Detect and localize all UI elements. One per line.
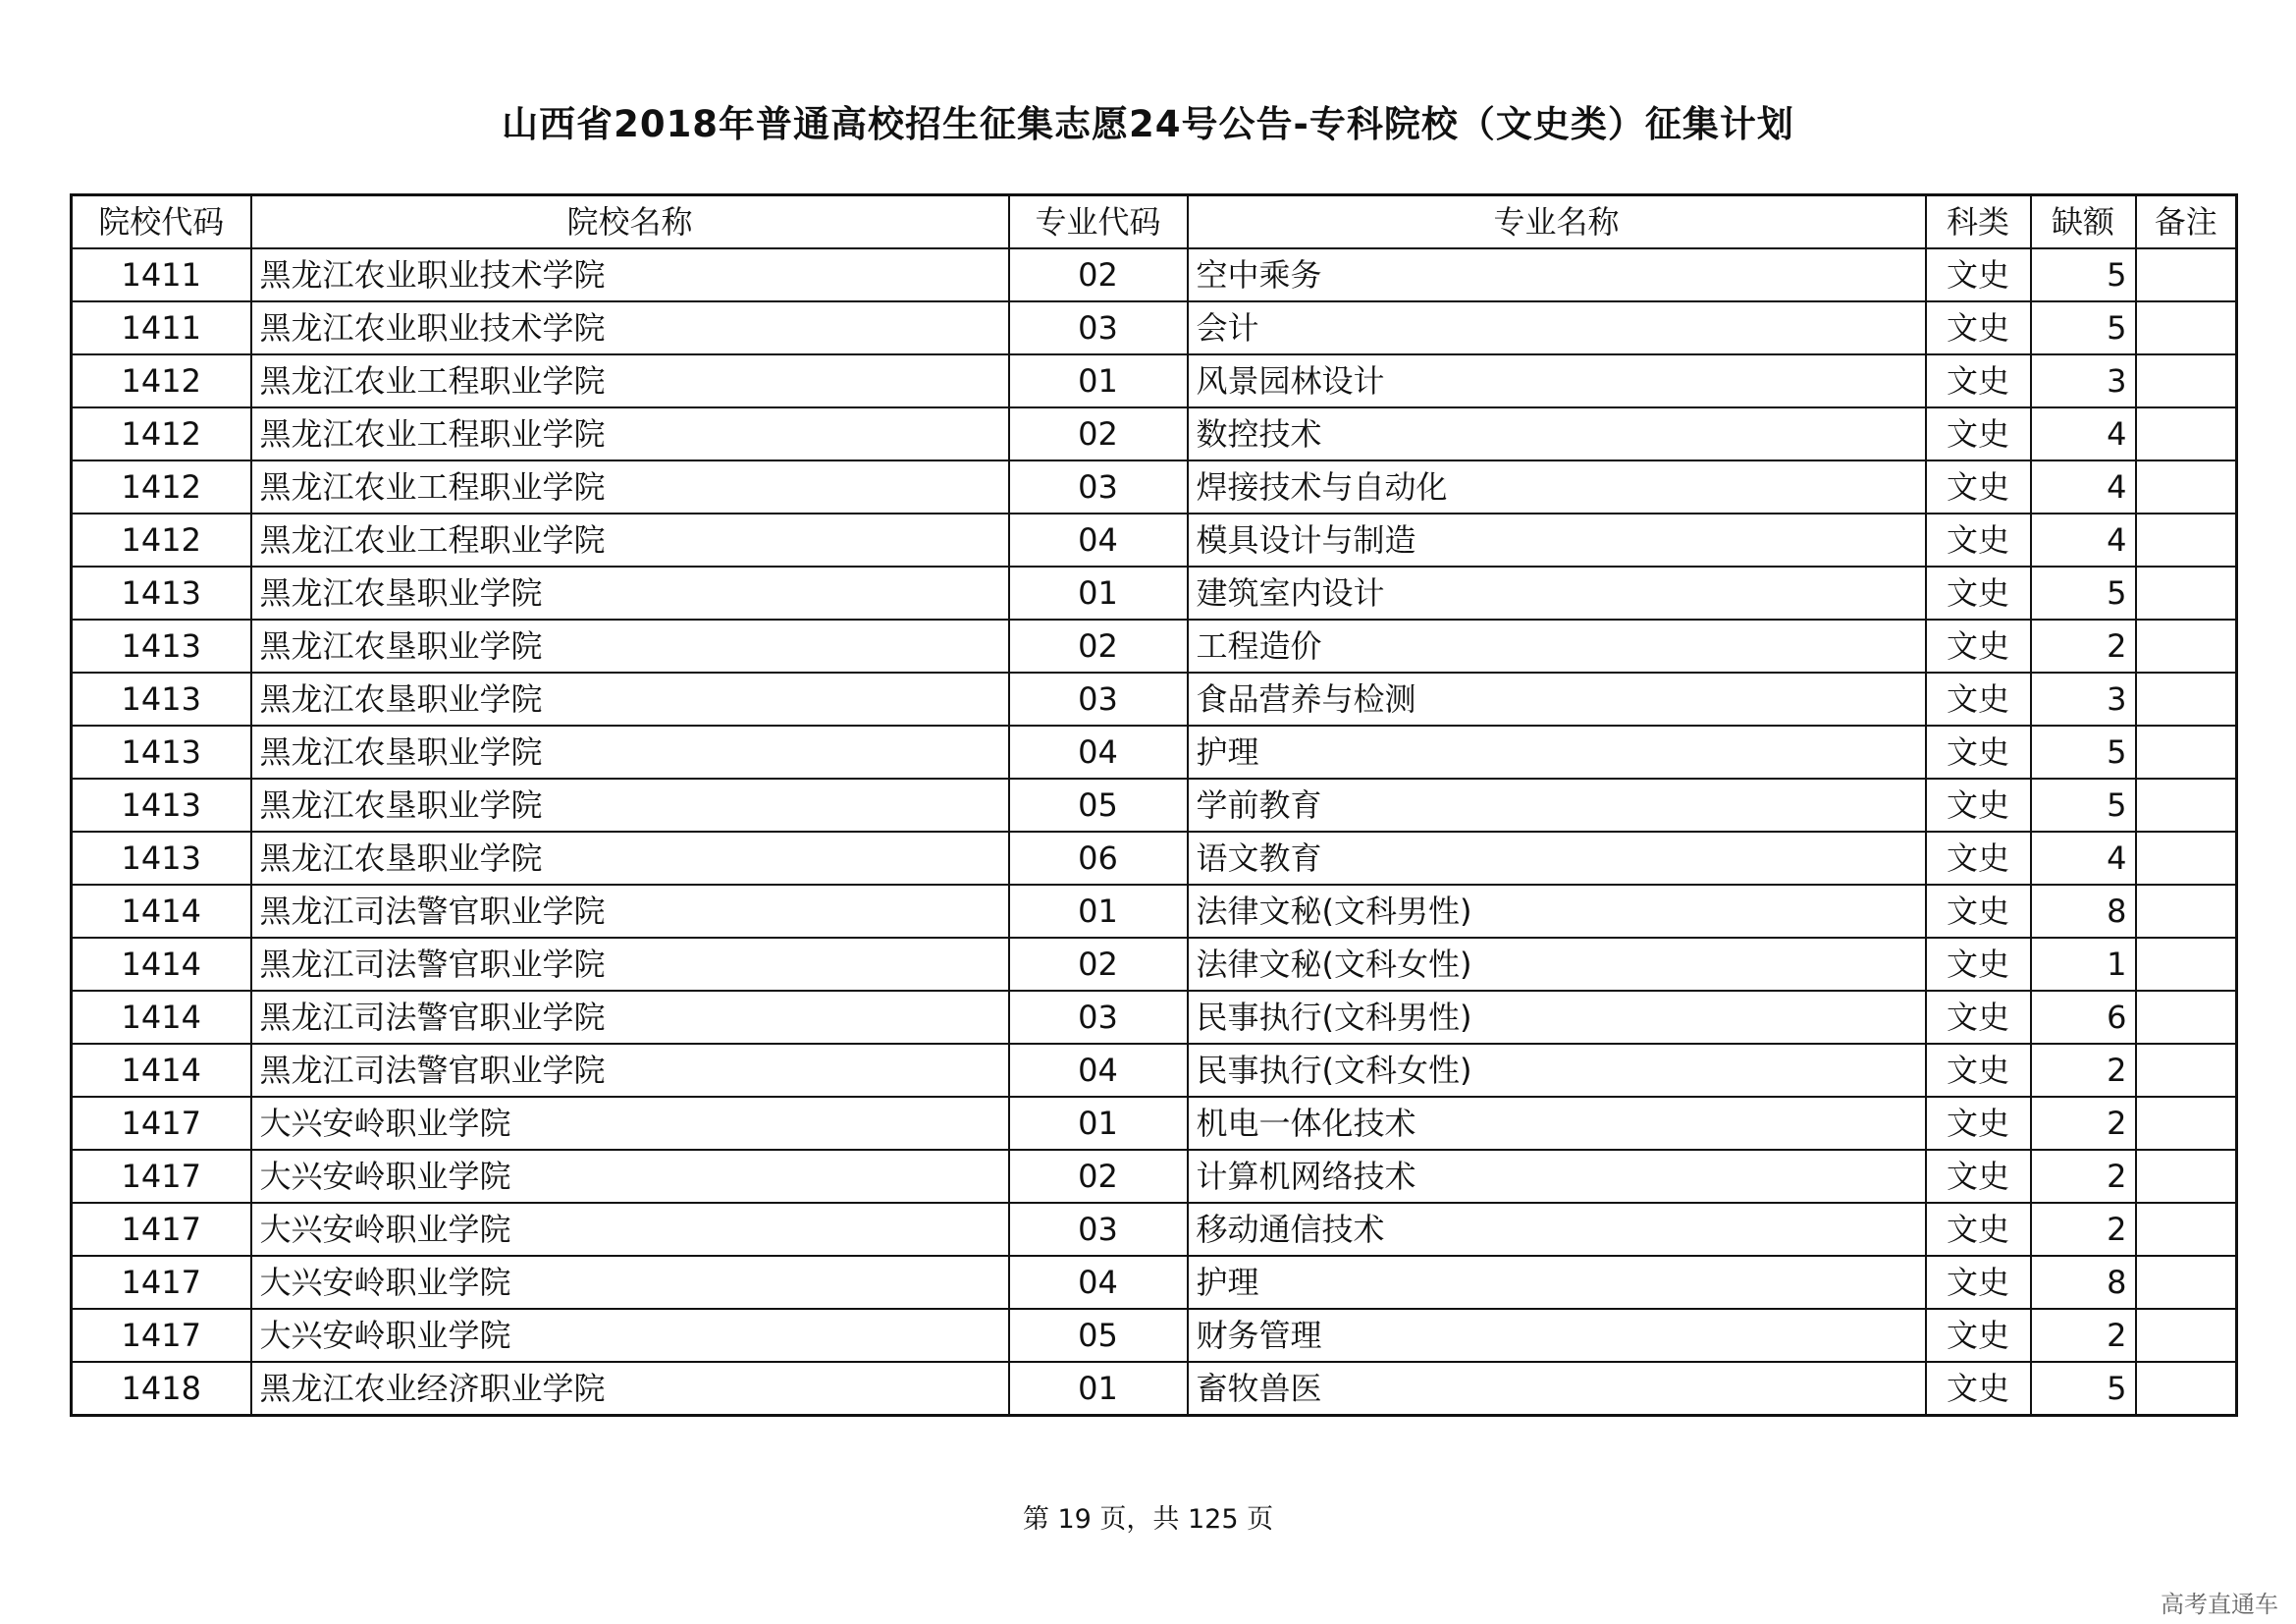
cell-major-name: 学前教育	[1188, 779, 1926, 832]
cell-remark	[2136, 1097, 2237, 1150]
cell-major-code: 02	[1009, 407, 1188, 460]
cell-quota: 2	[2031, 1097, 2136, 1150]
cell-major-code: 01	[1009, 567, 1188, 620]
cell-major-code: 04	[1009, 1044, 1188, 1097]
cell-remark	[2136, 248, 2237, 301]
header-category: 科类	[1926, 195, 2031, 249]
cell-school-code: 1411	[72, 248, 251, 301]
cell-school-name: 黑龙江农垦职业学院	[251, 673, 1009, 726]
cell-major-code: 03	[1009, 1203, 1188, 1256]
cell-quota: 8	[2031, 1256, 2136, 1309]
cell-remark	[2136, 779, 2237, 832]
cell-major-name: 风景园林设计	[1188, 354, 1926, 407]
cell-school-name: 黑龙江农业工程职业学院	[251, 354, 1009, 407]
cell-school-code: 1414	[72, 1044, 251, 1097]
cell-school-name: 黑龙江农业工程职业学院	[251, 407, 1009, 460]
cell-quota: 4	[2031, 407, 2136, 460]
cell-major-name: 语文教育	[1188, 832, 1926, 885]
cell-major-name: 畜牧兽医	[1188, 1362, 1926, 1416]
cell-remark	[2136, 1362, 2237, 1416]
cell-school-name: 黑龙江农业职业技术学院	[251, 301, 1009, 354]
cell-category: 文史	[1926, 726, 2031, 779]
cell-category: 文史	[1926, 1044, 2031, 1097]
cell-remark	[2136, 1150, 2237, 1203]
cell-major-name: 模具设计与制造	[1188, 514, 1926, 567]
table-row	[72, 1362, 2237, 1416]
table-row	[72, 885, 2237, 938]
cell-quota: 5	[2031, 1362, 2136, 1416]
cell-major-name: 护理	[1188, 1256, 1926, 1309]
document-title: 山西省2018年普通高校招生征集志愿24号公告-专科院校（文史类）征集计划	[502, 103, 1794, 145]
cell-school-name: 黑龙江司法警官职业学院	[251, 885, 1009, 938]
cell-category: 文史	[1926, 1203, 2031, 1256]
cell-school-code: 1413	[72, 673, 251, 726]
cell-school-code: 1417	[72, 1097, 251, 1150]
cell-remark	[2136, 885, 2237, 938]
cell-major-name: 法律文秘(文科男性)	[1188, 885, 1926, 938]
cell-school-code: 1412	[72, 460, 251, 514]
table-header-row	[72, 195, 2237, 249]
table-row	[72, 1203, 2237, 1256]
cell-quota: 4	[2031, 832, 2136, 885]
cell-major-name: 移动通信技术	[1188, 1203, 1926, 1256]
table-row	[72, 620, 2237, 673]
cell-quota: 2	[2031, 620, 2136, 673]
table-body	[72, 248, 2237, 1416]
cell-quota: 3	[2031, 354, 2136, 407]
cell-major-name: 机电一体化技术	[1188, 1097, 1926, 1150]
cell-quota: 5	[2031, 248, 2136, 301]
cell-category: 文史	[1926, 514, 2031, 567]
cell-category: 文史	[1926, 1256, 2031, 1309]
cell-remark	[2136, 938, 2237, 991]
cell-quota: 2	[2031, 1203, 2136, 1256]
cell-school-code: 1413	[72, 726, 251, 779]
cell-school-name: 大兴安岭职业学院	[251, 1309, 1009, 1362]
cell-quota: 4	[2031, 514, 2136, 567]
cell-remark	[2136, 567, 2237, 620]
cell-major-name: 建筑室内设计	[1188, 567, 1926, 620]
cell-category: 文史	[1926, 620, 2031, 673]
cell-remark	[2136, 407, 2237, 460]
watermark-text: 高考直通车	[2161, 1591, 2278, 1618]
cell-school-name: 黑龙江农垦职业学院	[251, 779, 1009, 832]
cell-major-name: 护理	[1188, 726, 1926, 779]
cell-quota: 5	[2031, 301, 2136, 354]
table-row	[72, 1097, 2237, 1150]
cell-school-name: 大兴安岭职业学院	[251, 1256, 1009, 1309]
cell-school-code: 1412	[72, 407, 251, 460]
cell-school-code: 1413	[72, 779, 251, 832]
cell-quota: 2	[2031, 1044, 2136, 1097]
table-row	[72, 301, 2237, 354]
cell-school-name: 大兴安岭职业学院	[251, 1203, 1009, 1256]
cell-category: 文史	[1926, 938, 2031, 991]
cell-major-code: 03	[1009, 673, 1188, 726]
cell-major-name: 食品营养与检测	[1188, 673, 1926, 726]
cell-category: 文史	[1926, 1362, 2031, 1416]
cell-remark	[2136, 354, 2237, 407]
cell-remark	[2136, 514, 2237, 567]
cell-school-code: 1413	[72, 567, 251, 620]
cell-major-code: 04	[1009, 726, 1188, 779]
cell-school-name: 黑龙江农垦职业学院	[251, 832, 1009, 885]
cell-school-name: 黑龙江司法警官职业学院	[251, 938, 1009, 991]
table-row	[72, 938, 2237, 991]
cell-remark	[2136, 620, 2237, 673]
cell-category: 文史	[1926, 354, 2031, 407]
table-row	[72, 1309, 2237, 1362]
cell-remark	[2136, 832, 2237, 885]
cell-category: 文史	[1926, 885, 2031, 938]
cell-major-code: 03	[1009, 991, 1188, 1044]
cell-remark	[2136, 1044, 2237, 1097]
cell-major-code: 04	[1009, 514, 1188, 567]
cell-category: 文史	[1926, 673, 2031, 726]
table-row	[72, 567, 2237, 620]
table-row	[72, 673, 2237, 726]
table-row	[72, 1044, 2237, 1097]
table-row	[72, 779, 2237, 832]
cell-school-name: 黑龙江农业经济职业学院	[251, 1362, 1009, 1416]
header-major-name: 专业名称	[1188, 195, 1926, 249]
cell-category: 文史	[1926, 248, 2031, 301]
header-school-name: 院校名称	[251, 195, 1009, 249]
cell-school-name: 大兴安岭职业学院	[251, 1150, 1009, 1203]
cell-major-code: 01	[1009, 885, 1188, 938]
table-row	[72, 248, 2237, 301]
cell-major-name: 民事执行(文科男性)	[1188, 991, 1926, 1044]
table-row	[72, 1150, 2237, 1203]
cell-quota: 4	[2031, 460, 2136, 514]
cell-school-code: 1412	[72, 354, 251, 407]
cell-category: 文史	[1926, 779, 2031, 832]
cell-category: 文史	[1926, 991, 2031, 1044]
cell-category: 文史	[1926, 1097, 2031, 1150]
cell-major-name: 焊接技术与自动化	[1188, 460, 1926, 514]
cell-major-code: 02	[1009, 938, 1188, 991]
cell-quota: 2	[2031, 1150, 2136, 1203]
cell-category: 文史	[1926, 460, 2031, 514]
cell-school-name: 大兴安岭职业学院	[251, 1097, 1009, 1150]
cell-quota: 5	[2031, 726, 2136, 779]
enrollment-plan-table	[70, 193, 2238, 1417]
cell-remark	[2136, 1256, 2237, 1309]
cell-remark	[2136, 460, 2237, 514]
cell-category: 文史	[1926, 1150, 2031, 1203]
cell-quota: 8	[2031, 885, 2136, 938]
cell-school-name: 黑龙江农业工程职业学院	[251, 460, 1009, 514]
cell-remark	[2136, 991, 2237, 1044]
cell-category: 文史	[1926, 301, 2031, 354]
cell-quota: 5	[2031, 779, 2136, 832]
cell-major-code: 01	[1009, 1362, 1188, 1416]
cell-school-code: 1411	[72, 301, 251, 354]
cell-school-code: 1413	[72, 620, 251, 673]
table-row	[72, 514, 2237, 567]
cell-school-code: 1413	[72, 832, 251, 885]
cell-school-code: 1417	[72, 1150, 251, 1203]
cell-school-name: 黑龙江司法警官职业学院	[251, 991, 1009, 1044]
cell-school-code: 1414	[72, 991, 251, 1044]
cell-major-code: 03	[1009, 460, 1188, 514]
cell-quota: 1	[2031, 938, 2136, 991]
cell-major-code: 01	[1009, 1097, 1188, 1150]
cell-school-code: 1418	[72, 1362, 251, 1416]
cell-quota: 5	[2031, 567, 2136, 620]
header-major-code: 专业代码	[1009, 195, 1188, 249]
cell-school-name: 黑龙江农垦职业学院	[251, 567, 1009, 620]
page-number: 第 19 页，共 125 页	[1022, 1504, 1274, 1535]
table-row	[72, 407, 2237, 460]
cell-category: 文史	[1926, 407, 2031, 460]
cell-major-code: 02	[1009, 248, 1188, 301]
header-remark: 备注	[2136, 195, 2237, 249]
table-row	[72, 991, 2237, 1044]
cell-school-code: 1414	[72, 885, 251, 938]
cell-major-name: 数控技术	[1188, 407, 1926, 460]
cell-category: 文史	[1926, 1309, 2031, 1362]
cell-school-name: 黑龙江司法警官职业学院	[251, 1044, 1009, 1097]
cell-major-name: 计算机网络技术	[1188, 1150, 1926, 1203]
cell-major-code: 02	[1009, 620, 1188, 673]
table-row	[72, 1256, 2237, 1309]
cell-remark	[2136, 673, 2237, 726]
cell-school-code: 1412	[72, 514, 251, 567]
header-school-code: 院校代码	[72, 195, 251, 249]
cell-major-code: 05	[1009, 1309, 1188, 1362]
cell-school-name: 黑龙江农垦职业学院	[251, 726, 1009, 779]
cell-major-code: 06	[1009, 832, 1188, 885]
cell-category: 文史	[1926, 832, 2031, 885]
cell-school-name: 黑龙江农业工程职业学院	[251, 514, 1009, 567]
cell-remark	[2136, 301, 2237, 354]
cell-quota: 6	[2031, 991, 2136, 1044]
cell-major-name: 会计	[1188, 301, 1926, 354]
table-row	[72, 726, 2237, 779]
cell-major-code: 05	[1009, 779, 1188, 832]
cell-major-code: 03	[1009, 301, 1188, 354]
cell-school-name: 黑龙江农业职业技术学院	[251, 248, 1009, 301]
header-quota: 缺额	[2031, 195, 2136, 249]
table-row	[72, 832, 2237, 885]
cell-major-name: 财务管理	[1188, 1309, 1926, 1362]
cell-quota: 2	[2031, 1309, 2136, 1362]
cell-school-code: 1417	[72, 1203, 251, 1256]
cell-major-name: 工程造价	[1188, 620, 1926, 673]
table-row	[72, 460, 2237, 514]
cell-major-code: 02	[1009, 1150, 1188, 1203]
cell-category: 文史	[1926, 567, 2031, 620]
cell-school-code: 1414	[72, 938, 251, 991]
cell-school-name: 黑龙江农垦职业学院	[251, 620, 1009, 673]
cell-school-code: 1417	[72, 1256, 251, 1309]
cell-quota: 3	[2031, 673, 2136, 726]
cell-major-name: 空中乘务	[1188, 248, 1926, 301]
cell-major-name: 法律文秘(文科女性)	[1188, 938, 1926, 991]
cell-school-code: 1417	[72, 1309, 251, 1362]
cell-remark	[2136, 1203, 2237, 1256]
cell-remark	[2136, 1309, 2237, 1362]
cell-major-code: 01	[1009, 354, 1188, 407]
cell-remark	[2136, 726, 2237, 779]
table-row	[72, 354, 2237, 407]
cell-major-name: 民事执行(文科女性)	[1188, 1044, 1926, 1097]
cell-major-code: 04	[1009, 1256, 1188, 1309]
